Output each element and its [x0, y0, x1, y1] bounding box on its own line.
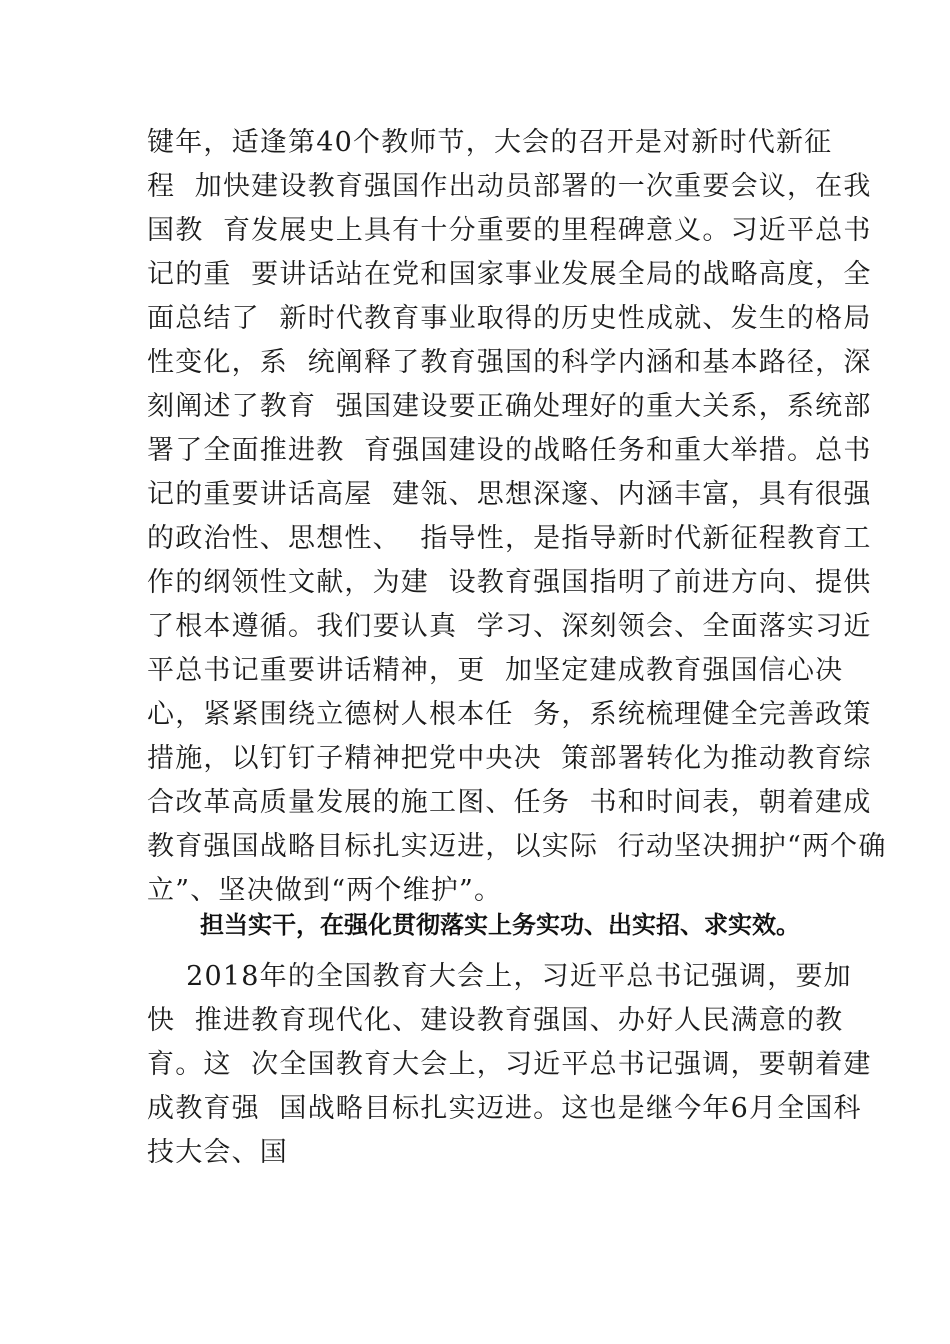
paragraph-line: 心，紧紧围绕立德树人根本任 务，系统梳理健全完善政策: [147, 699, 872, 730]
paragraph-line: 记的重 要讲话站在党和国家事业发展全局的战略高度，全: [147, 259, 872, 290]
paragraph-line: 面总结了 新时代教育事业取得的历史性成就、发生的格局: [147, 303, 872, 334]
paragraph-line: 2018年的全国教育大会上，习近平总书记强调，要加: [147, 961, 852, 992]
paragraph-line: 立”、坚决做到“两个维护”。: [147, 875, 503, 906]
paragraph-line: 国教 育发展史上具有十分重要的里程碑意义。习近平总书: [147, 215, 872, 246]
paragraph-line: 技大会、国: [147, 1137, 288, 1168]
paragraph-line: 平总书记重要讲话精神，更 加坚定建成教育强国信心决: [147, 655, 844, 686]
paragraph-line: 刻阐述了教育 强国建设要正确处理好的重大关系，系统部: [147, 391, 872, 422]
paragraph-line: 快 推进教育现代化、建设教育强国、办好人民满意的教: [147, 1005, 844, 1036]
paragraph-line: 程 加快建设教育强国作出动员部署的一次重要会议，在我: [147, 171, 872, 202]
paragraph-line: 的政治性、思想性、 指导性，是指导新时代新征程教育工: [147, 523, 872, 554]
paragraph-2: [147, 955, 872, 1175]
paragraph-line: 合改革高质量发展的施工图、任务 书和时间表，朝着建成: [147, 787, 872, 818]
paragraph-line: 育。这 次全国教育大会上，习近平总书记强调，要朝着建: [147, 1049, 872, 1080]
paragraph-line: 键年，适逢第40个教师节，大会的召开是对新时代新征: [147, 127, 833, 158]
paragraph-1: [147, 121, 887, 913]
paragraph-line: 署了全面推进教 育强国建设的战略任务和重大举措。总书: [147, 435, 872, 466]
paragraph-line: 性变化，系 统阐释了教育强国的科学内涵和基本路径，深: [147, 347, 872, 378]
section-heading: 担当实干，在强化贯彻落实上务实功、出实招、求实效。: [200, 911, 800, 939]
paragraph-line: 作的纲领性文献，为建 设教育强国指明了前进方向、提供: [147, 567, 872, 598]
paragraph-line: 教育强国战略目标扎实迈进，以实际 行动坚决拥护“两个确: [147, 831, 887, 862]
paragraph-line: 措施，以钉钉子精神把党中央决 策部署转化为推动教育综: [147, 743, 872, 774]
paragraph-line: 成教育强 国战略目标扎实迈进。这也是继今年6月全国科: [147, 1093, 862, 1124]
paragraph-line: 记的重要讲话高屋 建瓴、思想深邃、内涵丰富，具有很强: [147, 479, 872, 510]
paragraph-line: 了根本遵循。我们要认真 学习、深刻领会、全面落实习近: [147, 611, 872, 642]
